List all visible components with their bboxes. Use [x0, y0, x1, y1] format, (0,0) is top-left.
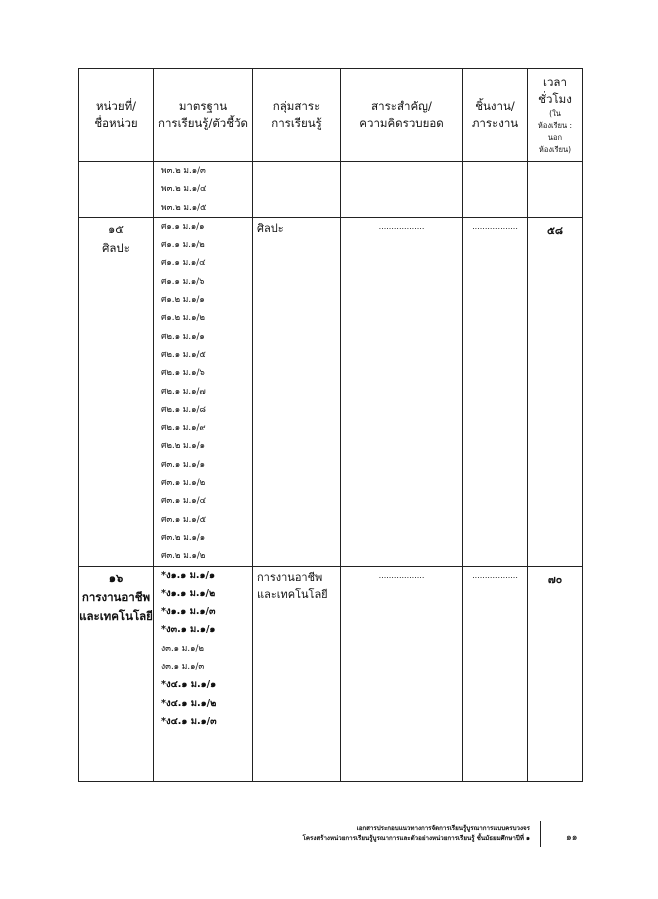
header-row [79, 69, 583, 162]
unit-number: ๑๖ [108, 570, 124, 585]
header-learning-group: กลุ่มสาระ การเรียนรู้ [253, 69, 341, 162]
group-cell [253, 566, 341, 781]
group-name: ศิลปะ [257, 221, 284, 235]
hours-cell [528, 162, 583, 218]
standard-item: ศ๑.๑ ม.๑/๒ [161, 240, 205, 251]
standard-item: พ๓.๒ ม.๑/๕ [161, 202, 207, 213]
group-cell [253, 162, 341, 218]
footer-line: โครงสร้างหน่วยการเรียนรู้บูรณาการและตัวอย่างหน่วยการเรียนรู้ ชั้นมัธยมศึกษาปีที่ ๑ [302, 834, 530, 842]
page-number: ๑๑ [566, 833, 578, 843]
standard-item: พ๓.๒ ม.๑/๔ [161, 184, 207, 195]
task-cell [463, 162, 528, 218]
footer-divider [540, 821, 541, 847]
unit-name: และเทคโนโลยี [79, 608, 153, 623]
standards-cell [154, 162, 253, 218]
unit-number: ๑๕ [107, 221, 124, 236]
unit-cell [79, 162, 154, 218]
table-row [79, 217, 583, 566]
standard-item: ศ๓.๑ ม.๑/๔ [161, 496, 207, 507]
footer-line: เอกสารประกอบแนวทางการจัดการเรียนรู้บูรณาการแบบครบวงจร [356, 825, 530, 832]
standard-item: ศ๑.๑ ม.๑/๖ [161, 276, 205, 287]
core-cell: .................. [341, 566, 463, 781]
standard-item: ศ๑.๒ ม.๑/๑ [161, 295, 205, 306]
hours-cell: ๕๘ [528, 217, 583, 566]
header-standard: มาตรฐาน การเรียนรู้/ตัวชี้วัด [154, 69, 253, 162]
unit-cell [79, 566, 154, 781]
standard-item: ศ๒.๑ ม.๑/๙ [161, 423, 206, 434]
standard-item: ง๓.๑ ม.๑/๒ [161, 643, 204, 654]
standard-item: พ๓.๒ ม.๑/๓ [161, 166, 206, 176]
table-row [79, 162, 583, 218]
core-cell [341, 162, 463, 218]
standard-item: *ง๑.๑ ม.๑/๑ [161, 569, 215, 581]
standard-item: ศ๒.๑ ม.๑/๑ [161, 331, 205, 342]
standard-item: ศ๓.๑ ม.๑/๑ [161, 459, 205, 470]
task-cell: .................. [463, 217, 528, 566]
standard-item: ศ๒.๒ ม.๑/๑ [161, 441, 205, 452]
table-row [79, 566, 583, 781]
group-name: การงานอาชีพ [257, 570, 323, 584]
standard-item: ศ๑.๒ ม.๑/๒ [161, 313, 205, 324]
standard-item: ศ๓.๒ ม.๑/๒ [161, 551, 206, 562]
header-time: เวลา ชั่วโมง (ใน ห้องเรียน : นอก ห้องเรียน) [528, 69, 583, 162]
task-cell: .................. [463, 566, 528, 781]
group-cell [253, 217, 341, 566]
unit-name: ศิลปะ [102, 240, 130, 255]
document-footer [230, 824, 530, 843]
header-task: ชิ้นงาน/ ภาระงาน [463, 69, 528, 162]
standard-item: ศ๓.๒ ม.๑/๑ [161, 532, 206, 543]
standard-item: ง๓.๑ ม.๑/๓ [161, 662, 205, 673]
standard-item: ศ๒.๑ ม.๑/๗ [161, 386, 206, 397]
hours-cell: ๗๐ [528, 566, 583, 781]
standard-item: ศ๑.๑ ม.๑/๑ [161, 221, 205, 232]
standard-item: *ง๑.๑ ม.๑/๒ [161, 587, 216, 599]
unit-name: การงานอาชีพ [81, 589, 151, 604]
standard-item: ศ๒.๑ ม.๑/๖ [161, 368, 205, 379]
core-cell: .................. [341, 217, 463, 566]
standard-item: *ง๓.๑ ม.๑/๑ [161, 624, 216, 636]
standard-item: *ง๑.๑ ม.๑/๓ [161, 606, 216, 618]
standard-item: *ง๔.๑ ม.๑/๑ [161, 679, 217, 691]
unit-cell [79, 217, 154, 566]
standards-cell [154, 217, 253, 566]
standard-item: ศ๓.๑ ม.๑/๒ [161, 478, 206, 489]
standard-item: ศ๒.๑ ม.๑/๕ [161, 349, 206, 360]
standard-item: ศ๑.๑ ม.๑/๔ [161, 258, 206, 269]
standard-item: ศ๓.๑ ม.๑/๕ [161, 514, 207, 525]
group-name: และเทคโนโลยี [257, 587, 328, 601]
standard-item: *ง๔.๑ ม.๑/๓ [161, 715, 217, 727]
standards-cell [154, 566, 253, 781]
standard-item: *ง๔.๑ ม.๑/๒ [161, 697, 217, 709]
header-core-concept: สาระสำคัญ/ ความคิดรวบยอด [341, 69, 463, 162]
curriculum-table [78, 68, 583, 782]
header-unit: หน่วยที่/ ชื่อหน่วย [79, 69, 154, 162]
standard-item: ศ๒.๑ ม.๑/๘ [161, 404, 206, 415]
